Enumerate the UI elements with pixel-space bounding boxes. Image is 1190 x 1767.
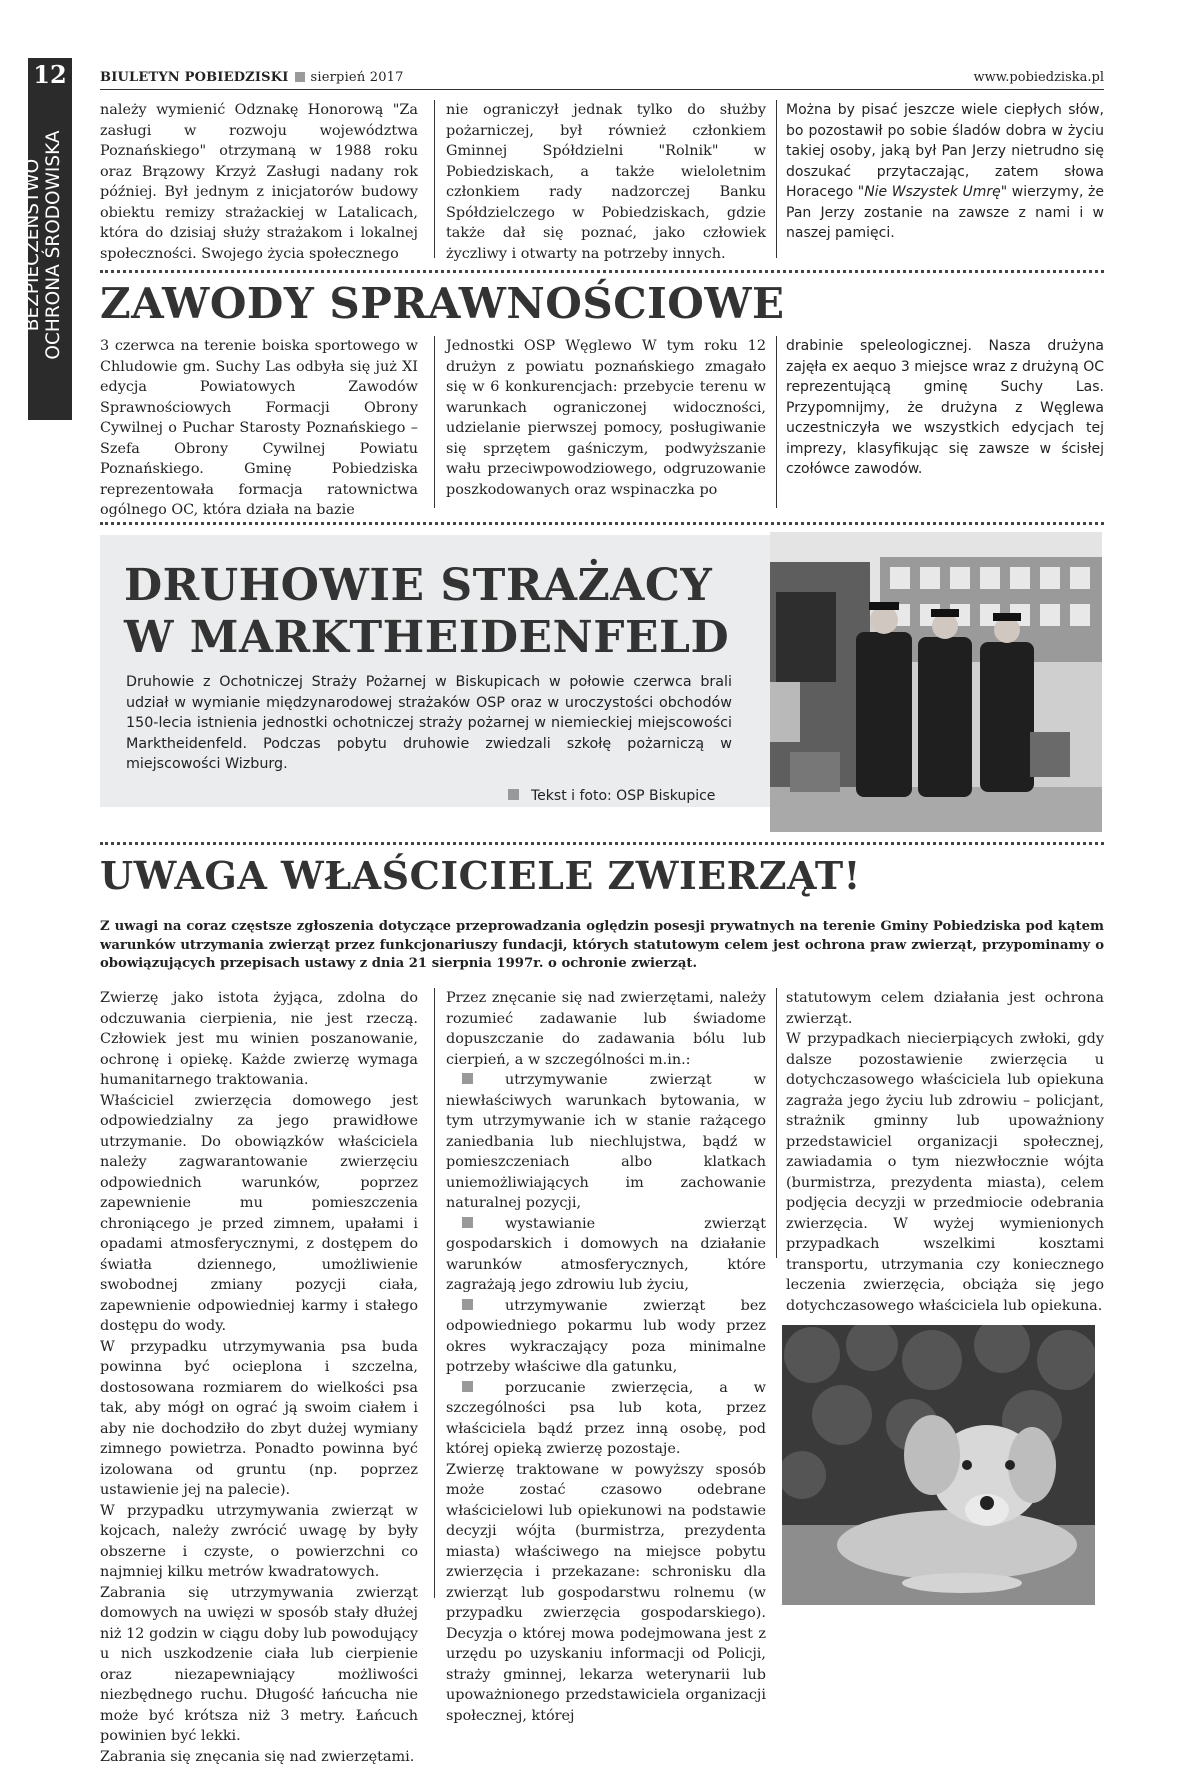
- firemen-photo: [770, 532, 1102, 832]
- list-item: [446, 1070, 766, 1214]
- column-divider: [434, 336, 435, 508]
- zawody-column-3: drabinie speleologicznej. Nasza drużyna zajęła ex aequo 3 miejsce wraz z drużyną OC reprezentującą gminę Suchy Las. Przypomnijmy, że drużyna z Węglewa uczestniczyła we wszystkich edycjach tej imprezy, klasyfikując się zawsze w ścisłej czołówce zawodów.: [786, 336, 1104, 480]
- section-divider: [100, 270, 1104, 273]
- square-bullet-icon: [462, 1073, 473, 1084]
- paragraph: W przypadku utrzymywania zwierząt w kojcach, należy zwrócić uwagę by były obszerne i czyste, o powierzchni co najmniej kilku metrów kwadratowych.: [100, 1501, 418, 1583]
- list-item: [446, 1378, 766, 1460]
- article-title-druhowie: [124, 560, 729, 664]
- section-label: [18, 80, 86, 410]
- paragraph: Właściciel zwierzęcia domowego jest odpowiedzialny za jego prawidłowe utrzymanie. Do obowiązków właściciela należy zagwarantowanie zwierzęciu odpowiednich warunków, poprzez zapewnienie mu pomieszczenia chroniącego je przed zimnem, upałami i opadami atmosferycznymi, z dostępem do światła dziennego, umożliwienie swobodnej zmiany pozycji ciała, zapewnienie odpowiedniej karmy i stałego dostępu do wody.: [100, 1091, 418, 1337]
- square-icon: [508, 789, 519, 800]
- paragraph: Przez znęcanie się nad zwierzętami, należy rozumieć zadawanie lub świadome dopuszczanie do zadawania bólu lub cierpień, a w szczególności m.in.:: [446, 988, 766, 1070]
- intro-column-2: nie ograniczył jednak tylko do służby pożarniczej, był również członkiem Gminnej Spółdzielni "Rolnik" w Pobiedziskach, a także wieloletnim członkiem rady nadzorczej Banku Spółdzielczego w Pobiedziskach, gdzie także dał się poznać, jako człowiek życzliwy i otwarty na potrzeby innych.: [446, 100, 766, 264]
- paragraph: statutowym celem działania jest ochrona zwierząt.: [786, 988, 1104, 1029]
- article-title-zawody: ZAWODY SPRAWNOŚCIOWE: [100, 278, 785, 330]
- list-item: [446, 1214, 766, 1296]
- paragraph: Zwierzę traktowane w powyższy sposób może zostać czasowo odebrane właścicielowi lub opiekunowi na podstawie decyzji wójta (burmistrza, prezydenta miasta) właściwego na miejsce pobytu zwierzęcia i przekazane: schronisku dla zwierząt lub gospodarstwu rolnemu (w przypadku zwierzęcia gospodarskiego). Decyzja o której mowa podejmowana jest z urzędu po uzyskaniu informacji od Policji, straży gminnej, lekarza weterynarii lub upoważnionego przedstawiciela organizacji społecznej, której: [446, 1460, 766, 1727]
- paragraph: Zabrania się utrzymywania zwierząt domowych na uwięzi w sposób stały dłużej niż 12 godzin w ciągu doby lub powodujący u nich uszkodzenie ciała lub cierpienie oraz niezapewniający możliwości niezbędnego ruchu. Długość łańcucha nie może być krótsza niż 3 metry. Łańcuch powinien być lekki.: [100, 1583, 418, 1747]
- column-divider: [776, 988, 777, 1258]
- uwaga-column-3: [786, 988, 1104, 1316]
- zawody-column-2: Jednostki OSP Węglewo W tym roku 12 drużyn z powiatu poznańskiego zmagało się w 6 konkurencjach: przebycie terenu w warunkach ograniczonej widoczności, udzielanie pierwszej pomocy, posługiwanie się sprzętem gaśniczym, podwyższanie wału przeciwpowodziowego, odgruzowanie poszkodowanych oraz wspinaczka po: [446, 336, 766, 500]
- article-title-uwaga: UWAGA WŁAŚCICIELE ZWIERZĄT!: [100, 852, 861, 900]
- issue-date: sierpień 2017: [311, 70, 404, 85]
- section-divider: [100, 842, 1104, 845]
- intro-column-3: [786, 100, 1104, 244]
- square-icon: [295, 72, 305, 82]
- zawody-column-1: 3 czerwca na terenie boiska sportowego w Chludowie gm. Suchy Las odbyła się już XI edycja Powiatowych Zawodów Sprawnościowych Formacji Obrony Cywilnej o Puchar Starosty Poznańskiego – Szefa Obrony Cywilnej Powiatu Poznańskiego. Gminę Pobiedziska reprezentowała formacja ratownictwa ogólnego OC, która działa na bazie: [100, 336, 418, 521]
- intro-col3-text-end: wierzymy, że Pan Jerzy zostanie na zawsze z nami i w naszej pamięci.: [786, 184, 1104, 241]
- section-label-line1: BEZPIECZEŃSTWO: [22, 80, 43, 410]
- square-bullet-icon: [462, 1217, 473, 1228]
- list-item-text: utrzymywanie zwierząt w niewłaściwych warunkach bytowania, w tym utrzymywanie ich w stanie rażącego zaniedbania lub niechlujstwa, bądź w pomieszczeniach albo klatkach uniemożliwiających im zachowanie naturalnej pozycji,: [446, 1072, 766, 1211]
- paragraph: Zwierzę jako istota żyjąca, zdolna do odczuwania cierpienia, nie jest rzeczą. Człowiek jest mu winien poszanowanie, ochronę i opiekę. Każde zwierzę wymaga humanitarnego traktowania.: [100, 988, 418, 1091]
- section-label-line2: OCHRONA ŚRODOWISKA: [43, 80, 64, 410]
- paragraph: W przypadku utrzymywania psa buda powinna być ocieplona i szczelna, dostosowana rozmiarem do wielkości psa tak, aby mógł on ograć ją swoim ciałem i aby nie dochodziło do zbyt dużej wymiany zimnego powietrza. Ponadto powinna być izolowana od gruntu (np. poprzez ustawienie jej na palecie).: [100, 1337, 418, 1501]
- paragraph: Zabrania się znęcania się nad zwierzętami.: [100, 1747, 418, 1767]
- column-divider: [776, 336, 777, 508]
- column-divider: [434, 100, 435, 258]
- dog-photo: [782, 1325, 1095, 1605]
- caption-text: Tekst i foto: OSP Biskupice: [531, 788, 715, 804]
- paragraph: W przypadkach niecierpiących zwłoki, gdy dalsze pozostawienie zwierzęcia u dotychczasowego właściciela lub opiekuna zagraża jego życiu lub zdrowiu – policjant, strażnik gminny lub upoważniony przedstawiciel organizacji społecznej, zawiadamia o tym niezwłocznie wójta (burmistrza, prezydenta miasta), celem podjęcia decyzji w przedmiocie odebrania zwierzęcia. W wyżej wymienionych przypadkach wszelkimi kosztami transportu, utrzymania czy koniecznego leczenia zwierzęcia, obciąża się jego dotychczasowego właściciela lub opiekuna.: [786, 1029, 1104, 1316]
- section-divider: [100, 522, 1104, 525]
- photo-credit: [508, 786, 715, 807]
- article-lead: Z uwagi na coraz częstsze zgłoszenia dotyczące przeprowadzania oględzin posesji prywatnych na terenie Gminy Pobiedziska pod kątem warunków utrzymania zwierząt przez funkcjonariuszy fundacji, których statutowym celem jest ochrona praw zwierząt, przypominamy o obowiązujących przepisach ustawy z dnia 21 sierpnia 1997r. o ochronie zwierząt.: [100, 918, 1104, 974]
- square-bullet-icon: [462, 1299, 473, 1310]
- running-header: [100, 70, 404, 85]
- site-url[interactable]: www.pobiedziska.pl: [973, 70, 1104, 85]
- uwaga-column-1: [100, 988, 418, 1767]
- uwaga-column-2: [446, 988, 766, 1726]
- druhowie-body: Druhowie z Ochotniczej Straży Pożarnej w Biskupicach w połowie czerwca brali udział w wymianie międzynarodowej strażaków OSP oraz w uroczystości obchodów 150-lecia istnienia jednostki ochotniczej straży pożarnej w niemieckiej miejscowości Marktheidenfeld. Podczas pobytu druhowie zwiedzali szkołę pożarniczą w miejscowości Wizburg.: [126, 672, 732, 775]
- intro-col3-text: Można by pisać jeszcze wiele ciepłych słów, bo pozostawił po sobie śladów dobra w życiu takiej osoby, jaką był Pan Jerzy nietrudno się doszukać przytaczając, zatem słowa Horacego: [786, 102, 1104, 200]
- list-item-text: wystawianie zwierząt gospodarskich i domowych na działanie warunków atmosferycznych, które zagrażają jego zdrowiu lub życiu,: [446, 1216, 766, 1294]
- page-number: 12: [28, 60, 72, 89]
- horace-quote: "Nie Wszystek Umrę": [858, 184, 1007, 200]
- list-item: [446, 1296, 766, 1378]
- list-item-text: utrzymywanie zwierząt bez odpowiedniego pokarmu lub wody przez okres wykraczający poza minimalne potrzeby właściwe dla gatunku,: [446, 1298, 766, 1376]
- title-line2: W MARKTHEIDENFELD: [124, 612, 729, 663]
- column-divider: [434, 988, 435, 1598]
- column-divider: [776, 100, 777, 258]
- publication-name: BIULETYN POBIEDZISKI: [100, 70, 289, 85]
- square-bullet-icon: [462, 1381, 473, 1392]
- intro-column-1: należy wymienić Odznakę Honorową "Za zasługi w rozwoju województwa Poznańskiego" otrzymaną w 1988 roku oraz Brązowy Krzyż Zasługi nadany rok później. Był jednym z inicjatorów budowy obiektu remizy strażackiej w Latalicach, która do dzisiaj służy strażakom i lokalnej społeczności. Swojego życia społecznego: [100, 100, 418, 264]
- header-divider: [100, 89, 1104, 90]
- title-line1: DRUHOWIE STRAŻACY: [124, 560, 712, 611]
- list-item-text: porzucanie zwierzęcia, a w szczególności psa lub kota, przez właściciela bądź przez inną osobę, pod której opieką zwierzę pozostaje.: [446, 1380, 766, 1458]
